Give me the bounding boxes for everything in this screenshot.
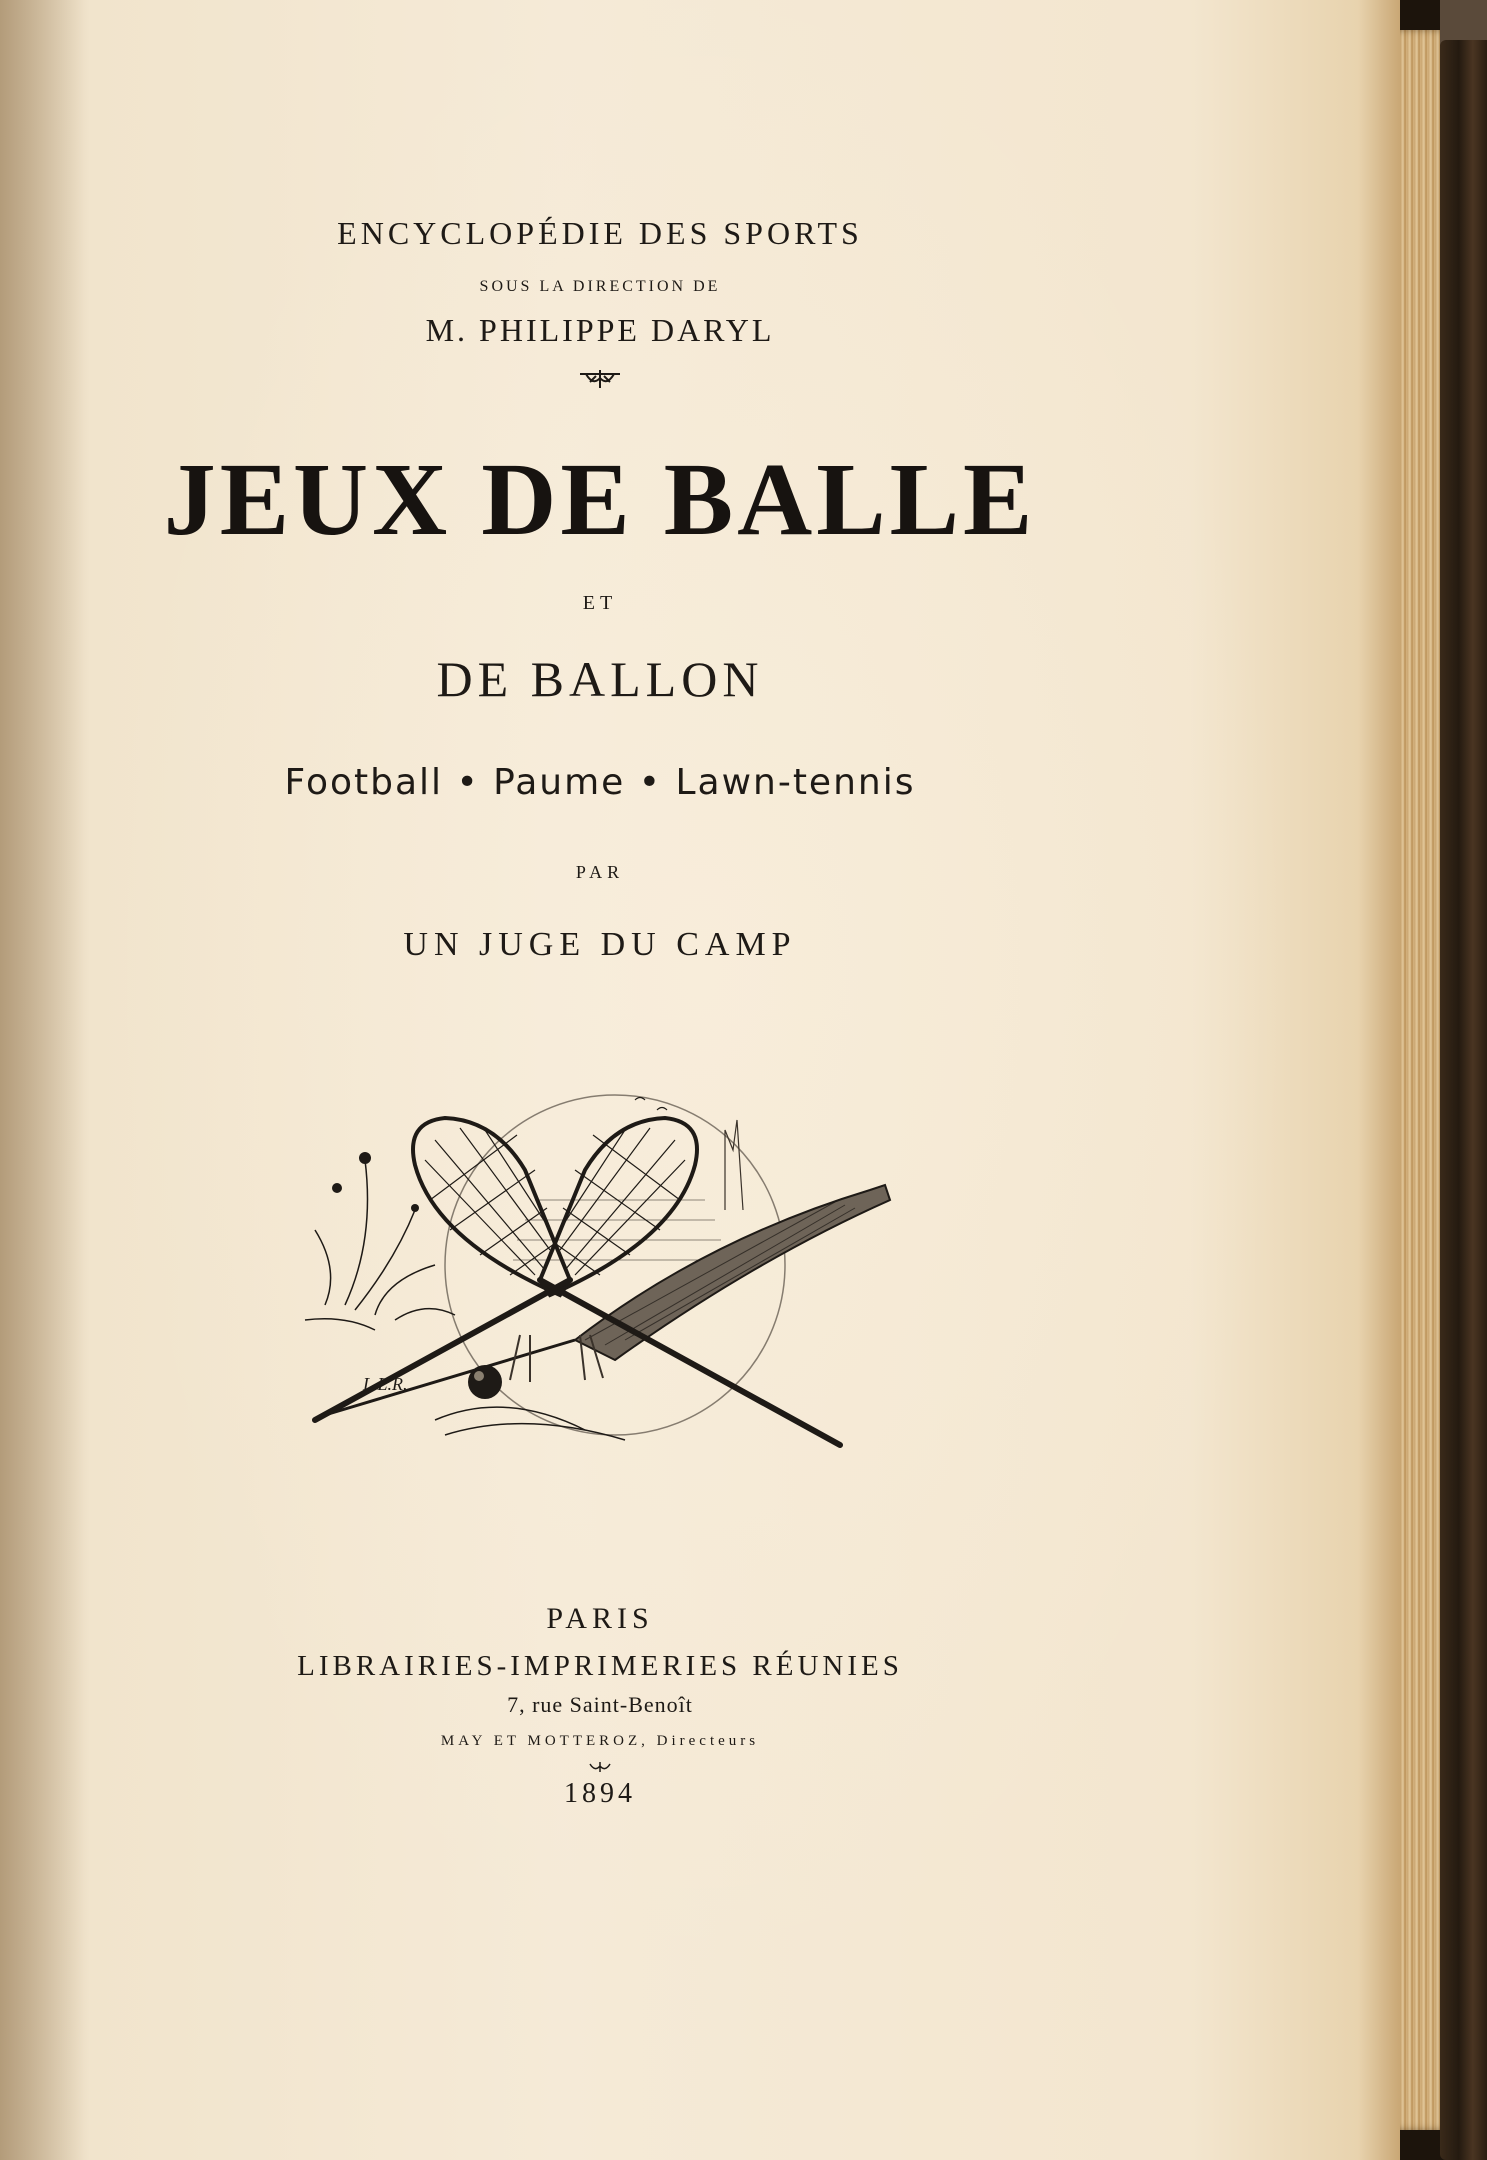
publisher-address: 7, rue Saint-Benoît	[507, 1692, 693, 1717]
sports-list: Football • Paume • Lawn-tennis	[284, 762, 916, 803]
by-line: PAR	[575, 862, 625, 882]
imprint-city: PARIS	[546, 1602, 654, 1635]
book-title: JEUX DE BALLE	[163, 442, 1037, 557]
illustrator-monogram: L.L.R.	[363, 1374, 408, 1394]
fleuron-icon	[578, 368, 622, 390]
publication-year: 1894	[564, 1778, 636, 1809]
publisher-name: LIBRAIRIES-IMPRIMERIES RÉUNIES	[297, 1650, 903, 1682]
book-subtitle: DE BALLON	[436, 651, 764, 707]
book-cover	[1440, 40, 1487, 2160]
fleuron-icon	[588, 1760, 612, 1774]
conjunction: ET	[582, 592, 618, 614]
direction-line: SOUS LA DIRECTION DE	[479, 278, 721, 295]
crossed-rackets-illustration	[285, 1090, 965, 1460]
series-title: ENCYCLOPÉDIE DES SPORTS	[337, 215, 863, 251]
publisher-directors: MAY ET MOTTEROZ, Directeurs	[440, 1733, 760, 1749]
editor-name: M. PHILIPPE DARYL	[425, 312, 775, 348]
author-name: UN JUGE DU CAMP	[403, 926, 797, 963]
